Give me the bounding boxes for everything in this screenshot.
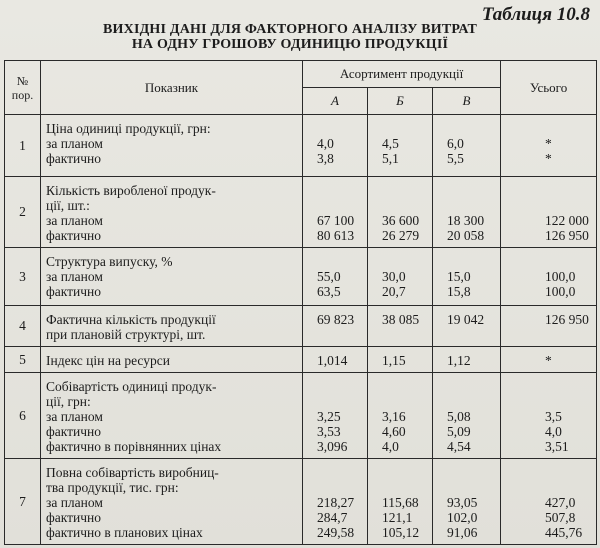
total-cell-line: 100,0 [545,269,576,284]
title-line-1: ВИХІДНІ ДАНІ ДЛЯ ФАКТОРНОГО АНАЛІЗУ ВИТРАТ [103,22,477,37]
total-cell-line [545,327,596,342]
total-cell-line: 3,51 [545,439,569,454]
value-b-cell-line: 4,60 [382,424,406,439]
value-a-cell-line: 67 100 [317,213,355,228]
value-c-cell-line: 5,08 [447,409,471,424]
indicator-cell-line: при плановій структурі, шт. [46,327,206,342]
value-a-cell-line: 249,58 [317,525,355,540]
value-b-cell-line: 121,1 [382,510,413,525]
value-a-cell [303,248,368,306]
value-a-cell [303,306,368,347]
value-b-cell [368,347,433,373]
indicator-cell [41,373,303,459]
value-a-cell-line [317,379,367,394]
value-c-cell-line [447,379,500,394]
value-c-cell-line [447,198,500,213]
indicator-cell-line: фактично [46,510,102,525]
value-b-cell-line: 4,5 [382,136,399,151]
indicator-cell-line: фактично [46,228,102,243]
value-a-cell-line: 69 823 [317,312,355,327]
value-c-cell [433,115,501,177]
value-a-cell [303,177,368,248]
value-c-cell-line [447,465,500,480]
value-b-cell-line: 30,0 [382,269,406,284]
value-b-cell-line [382,379,432,394]
value-a-cell-line: 3,8 [317,151,334,166]
table-row [5,347,597,373]
header-col-c: В [433,88,501,115]
total-cell-line: * [545,136,552,151]
value-c-cell [433,373,501,459]
value-c-cell [433,459,501,545]
indicator-cell-line: Фактична кількість продукції [46,312,216,327]
total-cell-line [545,394,596,409]
value-a-cell-line [317,465,367,480]
value-b-cell-line: 38 085 [382,312,420,327]
row-number: 7 [5,459,41,545]
value-b-cell-line [382,327,432,342]
value-b-cell [368,459,433,545]
table-row [5,459,597,545]
total-cell-line [545,254,596,269]
value-b-cell [368,248,433,306]
row-number: 3 [5,248,41,306]
value-a-cell [303,115,368,177]
total-cell-line: 507,8 [545,510,576,525]
value-c-cell-line [447,327,500,342]
total-cell [501,115,597,177]
indicator-cell-line: фактично [46,284,102,299]
total-cell-line: * [545,151,552,166]
table-row [5,306,597,347]
value-c-cell-line: 15,0 [447,269,471,284]
value-b-cell-line: 26 279 [382,228,420,243]
table-row [5,248,597,306]
row-number: 1 [5,115,41,177]
value-a-cell-line: 3,25 [317,409,341,424]
value-b-cell-line [382,465,432,480]
indicator-cell-line: ції, грн: [46,394,91,409]
indicator-cell-line: за планом [46,136,103,151]
value-b-cell-line [382,121,432,136]
header-total: Усього [501,61,597,115]
value-b-cell-line: 5,1 [382,151,399,166]
value-a-cell [303,459,368,545]
indicator-cell [41,177,303,248]
value-b-cell-line [382,254,432,269]
value-a-cell [303,347,368,373]
data-table [4,60,597,545]
value-b-cell-line [382,183,432,198]
indicator-cell [41,115,303,177]
value-c-cell-line: 5,09 [447,424,471,439]
value-c-cell-line [447,480,500,495]
total-cell [501,248,597,306]
total-cell-line: 126 950 [545,312,589,327]
indicator-cell [41,347,303,373]
value-a-cell-line [317,198,367,213]
total-cell-line: 427,0 [545,495,576,510]
value-a-cell-line [317,254,367,269]
indicator-cell-line: за планом [46,269,103,284]
header-number-abbr: пор. [11,87,34,102]
value-c-cell [433,177,501,248]
value-c-cell-line: 6,0 [447,136,464,151]
value-c-cell-line: 93,05 [447,495,478,510]
indicator-cell [41,306,303,347]
value-c-cell-line [447,394,500,409]
total-cell-line [545,465,596,480]
indicator-cell-line: Індекс цін на ресурси [46,353,170,368]
indicator-cell [41,248,303,306]
total-cell [501,177,597,248]
total-cell-line: 445,76 [545,525,583,540]
value-a-cell-line: 4,0 [317,136,334,151]
value-a-cell-line: 80 613 [317,228,355,243]
value-c-cell-line: 19 042 [447,312,485,327]
table-row [5,177,597,248]
indicator-cell-line: фактично [46,424,102,439]
total-cell-line [545,480,596,495]
table-body [5,115,597,545]
total-cell-line: 126 950 [545,228,589,243]
indicator-cell-line: тва продукції, тис. грн: [46,480,179,495]
indicator-cell-line: Ціна одиниці продукції, грн: [46,121,211,136]
value-b-cell-line: 20,7 [382,284,406,299]
total-cell-line [545,121,596,136]
value-b-cell-line: 4,0 [382,439,399,454]
value-a-cell-line: 55,0 [317,269,341,284]
value-a-cell-line: 284,7 [317,510,348,525]
total-cell [501,347,597,373]
value-c-cell [433,306,501,347]
indicator-cell-line: Собівартість одиниці продук- [46,379,217,394]
value-b-cell-line: 3,16 [382,409,406,424]
value-b-cell-line: 115,68 [382,495,419,510]
value-a-cell-line: 1,014 [317,353,348,368]
indicator-cell-line: за планом [46,495,103,510]
total-cell-line [545,198,596,213]
row-number: 2 [5,177,41,248]
row-number: 5 [5,347,41,373]
total-cell [501,373,597,459]
header-number-symbol: № [16,73,29,88]
total-cell-line: 3,5 [545,409,562,424]
table-title [60,22,520,52]
value-a-cell-line [317,394,367,409]
value-b-cell-line [382,394,432,409]
value-a-cell-line: 63,5 [317,284,341,299]
value-b-cell [368,115,433,177]
value-a-cell-line [317,183,367,198]
value-b-cell-line [382,198,432,213]
value-c-cell-line [447,254,500,269]
total-cell [501,459,597,545]
indicator-cell-line: ції, шт.: [46,198,90,213]
title-line-2: НА ОДНУ ГРОШОВУ ОДИНИЦЮ ПРОДУКЦІЇ [131,37,449,52]
value-b-cell-line: 105,12 [382,525,420,540]
value-b-cell-line [382,480,432,495]
value-c-cell-line: 1,12 [447,353,471,368]
total-cell [501,306,597,347]
header-indicator: Показник [41,61,303,115]
value-c-cell [433,248,501,306]
total-cell-line [545,183,596,198]
indicator-cell-line: фактично в порівнянних цінах [46,439,222,454]
value-a-cell-line [317,121,367,136]
value-a-cell-line: 218,27 [317,495,355,510]
indicator-cell-line: фактично в планових цінах [46,525,203,540]
value-c-cell-line: 102,0 [447,510,478,525]
value-a-cell [303,373,368,459]
indicator-cell [41,459,303,545]
indicator-cell-line: Кількість виробленої продук- [46,183,216,198]
value-a-cell-line [317,327,367,342]
header-col-a: А [303,88,368,115]
value-b-cell-line: 36 600 [382,213,420,228]
total-cell-line: 100,0 [545,284,576,299]
indicator-cell-line: за планом [46,409,103,424]
value-b-cell [368,306,433,347]
value-c-cell-line: 15,8 [447,284,471,299]
value-c-cell-line: 20 058 [447,228,485,243]
row-number: 4 [5,306,41,347]
total-cell-line [545,379,596,394]
indicator-cell-line: Структура випуску, % [46,254,173,269]
indicator-cell-line: Повна собівартість виробниц- [46,465,219,480]
indicator-cell-line: фактично [46,151,102,166]
total-cell-line: 122 000 [545,213,589,228]
value-b-cell [368,177,433,248]
value-a-cell-line: 3,53 [317,424,341,439]
table-row [5,373,597,459]
value-c-cell-line [447,121,500,136]
value-a-cell-line: 3,096 [317,439,348,454]
row-number: 6 [5,373,41,459]
value-c-cell-line [447,183,500,198]
header-number [5,61,41,115]
header-col-b: Б [368,88,433,115]
value-c-cell-line: 91,06 [447,525,478,540]
value-c-cell-line: 18 300 [447,213,485,228]
table-number: Таблиця 10.8 [481,4,590,25]
table-row [5,115,597,177]
total-cell-line: 4,0 [545,424,562,439]
value-c-cell-line: 5,5 [447,151,464,166]
value-c-cell-line: 4,54 [447,439,471,454]
total-cell-line: * [545,353,552,368]
indicator-cell-line: за планом [46,213,103,228]
value-b-cell [368,373,433,459]
value-a-cell-line [317,480,367,495]
value-b-cell-line: 1,15 [382,353,406,368]
header-assortment: Асортимент продукції [303,61,501,88]
value-c-cell [433,347,501,373]
